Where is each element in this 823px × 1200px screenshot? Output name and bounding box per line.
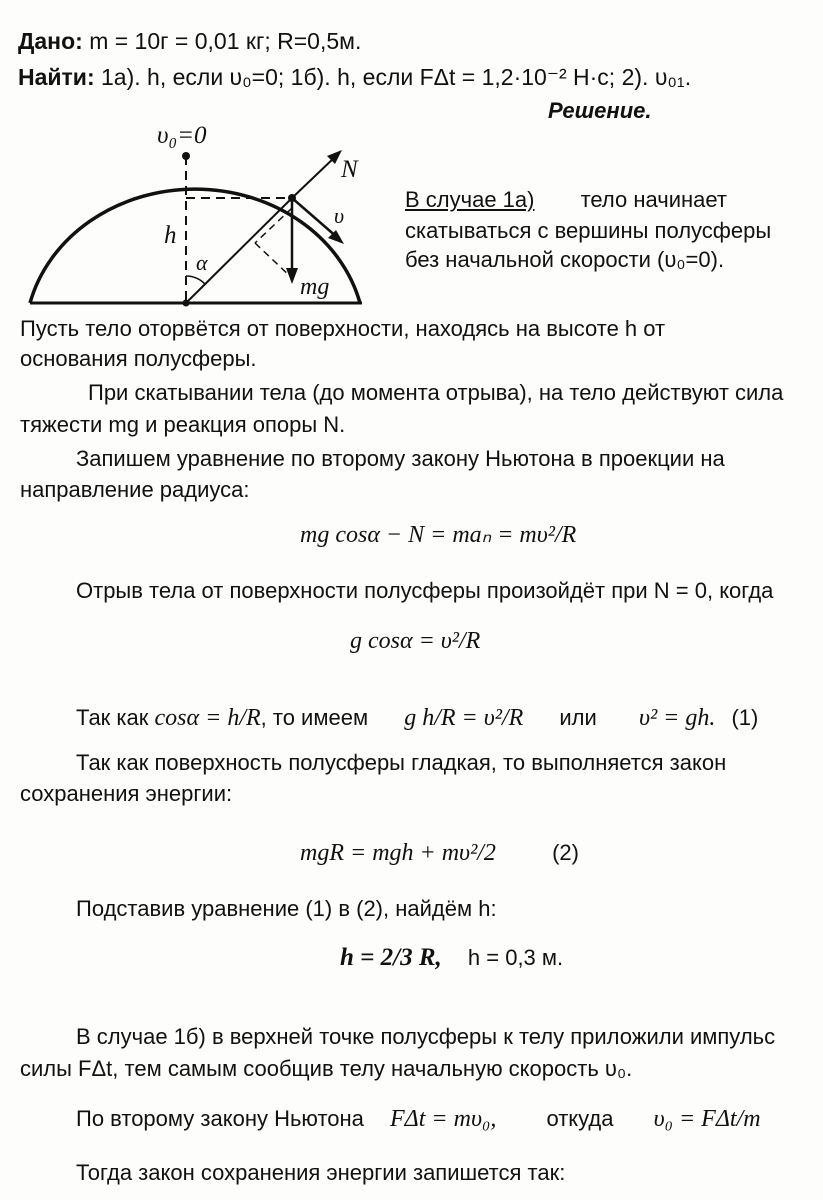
find-line: Найти: 1а). h, если υ₀=0; 1б). h, если FΔt = 1,2·10⁻² H·c; 2). υ₀₁. — [18, 64, 692, 90]
h-value: h = 0,3 м. — [467, 945, 564, 970]
eq-cos: cosα = h/R — [154, 705, 261, 731]
case-1a-line2: скатываться с вершины полусферы — [405, 218, 772, 243]
p6-line1: Так как поверхность полусферы гладкая, то выполняется закон — [76, 750, 727, 775]
n-label: N — [341, 156, 358, 183]
p5-line — [76, 705, 758, 733]
base-point — [183, 300, 190, 307]
eq-impulse: FΔt = mυ₀, — [390, 1106, 497, 1132]
given-label: Дано — [18, 28, 76, 54]
normal-arrow — [292, 156, 336, 198]
component-dashed-2 — [255, 243, 292, 278]
mg-label: mg — [300, 274, 330, 300]
v-label: υ — [334, 203, 345, 228]
p2-line1: При скатывании тела (до момента отрыва), на тело действуют сила — [88, 380, 784, 405]
eq-v0: υ₀ = FΔt/m — [653, 1106, 761, 1132]
given-line: Дано: m = 10г = 0,01 кг; R=0,5м. — [18, 28, 362, 54]
eq-h: h = 2/3 R, — [340, 944, 442, 971]
p2-line2: тяжести mg и реакция опоры N. — [20, 412, 346, 437]
top-point — [182, 152, 190, 160]
p6-line2: сохранения энергии: — [20, 781, 233, 806]
eq-1-number: (1) — [731, 705, 759, 730]
p8-line2: силы FΔt, тем самым сообщив телу начальную скорость υ₀. — [20, 1056, 633, 1081]
p4: Отрыв тела от поверхности полусферы произойдёт при N = 0, когда — [76, 578, 774, 603]
gravity-arrowhead — [286, 268, 298, 284]
eq-2-number: (2) — [552, 840, 579, 865]
find-content: 1а). h, если υ₀=0; 1б). h, если FΔt = 1,2·10⁻² H·c; 2). υ₀₁. — [101, 64, 692, 90]
p10: Тогда закон сохранения энергии запишется так: — [76, 1160, 566, 1185]
case-1a-heading: В случае 1а) — [405, 187, 535, 212]
angle-arc — [186, 276, 205, 284]
p1-line2: основания полусферы. — [20, 346, 257, 371]
p5-start: Так как — [76, 705, 149, 730]
case-1a-line1: В случае 1а) тело начинает — [405, 187, 727, 212]
p9: По второму закону Ньютона — [76, 1106, 364, 1131]
h-result-line — [340, 944, 563, 973]
p9-from: откуда — [546, 1106, 614, 1131]
p5-or: или — [559, 705, 597, 730]
p1-line1: Пусть тело оторвётся от поверхности, находясь на высоте h от — [20, 316, 666, 341]
case-1a-line3: без начальной скорости (υ₀=0). — [405, 247, 725, 272]
eq-2: mgR = mgh + mυ²/2 — [300, 840, 496, 866]
v0-label: υ₀=0 — [157, 122, 207, 149]
p3-line1: Запишем уравнение по второму закону Ньютона в проекции на — [76, 446, 725, 471]
p3-line2: направление радиуса: — [20, 477, 250, 502]
given-content: m = 10г = 0,01 кг; R=0,5м. — [89, 28, 362, 54]
eq-detach: g cosα = υ²/R — [350, 628, 481, 654]
p8-line1: В случае 1б) в верхней точке полусферы к телу приложили импульс — [76, 1024, 776, 1049]
body-point — [288, 194, 296, 202]
eq-2-line — [300, 840, 579, 868]
solution-title: Решение. — [548, 98, 652, 123]
eq-newton: mg cosα − N = maₙ = mυ²/R — [300, 522, 577, 548]
find-label: Найти — [18, 64, 87, 90]
p5-mid: , то имеем — [260, 705, 369, 730]
eq-1b: υ² = gh. — [638, 705, 716, 731]
eq-1: g h/R = υ²/R — [404, 705, 524, 731]
h-label: h — [164, 222, 177, 249]
alpha-label: α — [196, 250, 208, 275]
p9-line — [76, 1106, 761, 1134]
p7: Подставив уравнение (1) в (2), найдём h: — [76, 896, 497, 921]
